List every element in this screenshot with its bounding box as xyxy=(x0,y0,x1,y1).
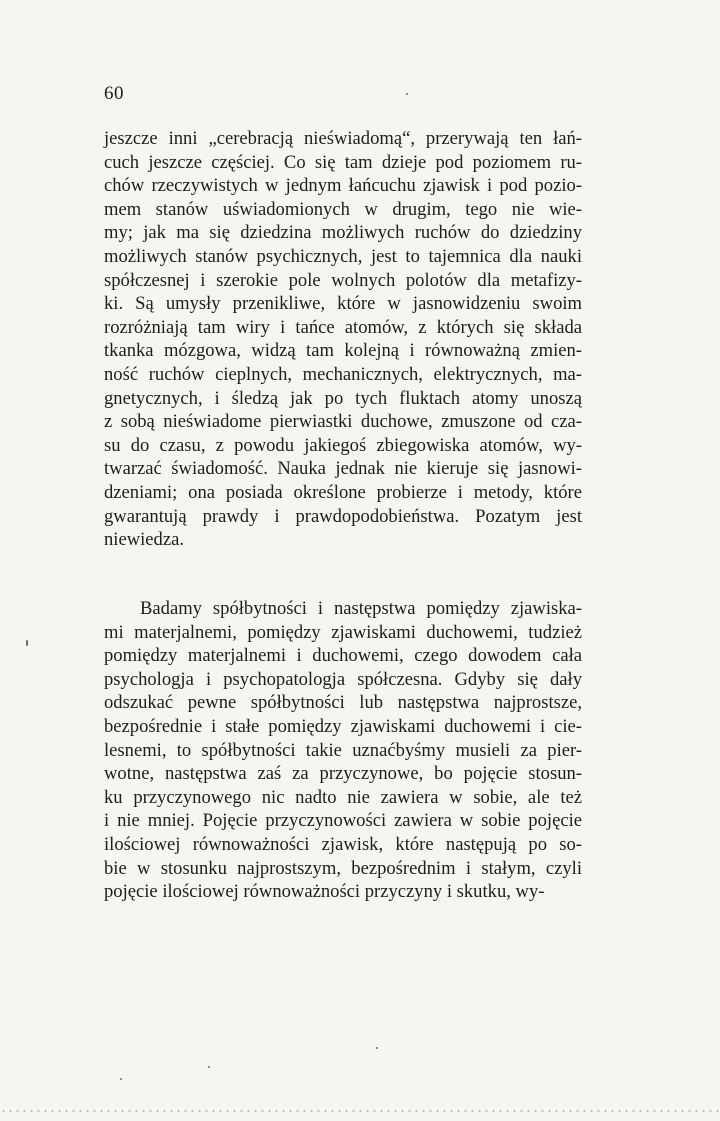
text-line: spółczesnej i szerokie pole wolnych polotów dla metafizy- xyxy=(104,269,582,291)
text-line: z sobą nieświadome pierwiastki duchowe, zmuszone od cza- xyxy=(104,411,582,433)
text-line: ku przyczynowego nic nadto nie zawiera w sobie, ale też xyxy=(104,786,582,808)
scan-speck xyxy=(26,640,28,646)
text-line: twarzać świadomość. Nauka jednak nie kieruje się jasnowi- xyxy=(104,458,582,480)
scan-speck xyxy=(376,1047,378,1049)
text-line: dzeniami; ona posiada określone probierze i metody, które xyxy=(104,481,582,503)
text-line: ki. Są umysły przenikliwe, które w jasnowidzeniu swoim xyxy=(104,293,582,315)
scan-speck xyxy=(208,1066,210,1068)
text-line: mi materjalnemi, pomiędzy zjawiskami duchowemi, tudzież xyxy=(104,621,582,643)
text-line: chów rzeczywistych w jednym łańcuchu zjawisk i pod pozio- xyxy=(104,175,582,197)
text-line: my; jak ma się dziedzina możliwych ruchów do dziedziny xyxy=(104,222,582,244)
text-line: bie w stosunku najprostszym, bezpośrednim i stałym, czyli xyxy=(104,857,582,879)
paragraph-1 xyxy=(104,127,582,552)
text-line: pomiędzy materjalnemi i duchowemi, czego dowodem cała xyxy=(104,645,582,667)
text-line: lesnemi, to spółbytności takie uznaćbyśmy musieli za pier- xyxy=(104,739,582,761)
text-line: wotne, następstwa zaś za przyczynowe, bo pojęcie stosun- xyxy=(104,763,582,785)
text-line: tkanka mózgowa, widzą tam kolejną i równoważną zmien- xyxy=(104,340,582,362)
text-line: jeszcze inni „cerebracją nieświadomą“, przerywają ten łań- xyxy=(104,128,582,149)
text-line: ność ruchów cieplnych, mechanicznych, elektrycznych, ma- xyxy=(104,363,582,385)
text-line: ilościowej równoważności zjawisk, które następują po so- xyxy=(104,833,582,855)
scan-speck xyxy=(120,1078,122,1080)
text-line: su do czasu, z powodu jakiegoś zbiegowiska atomów, wy- xyxy=(104,434,582,456)
scan-edge xyxy=(0,1110,720,1112)
text-line: Badamy spółbytności i następstwa pomiędzy zjawiska- xyxy=(140,598,582,619)
scan-speck xyxy=(406,93,408,95)
text-line: gwarantują prawdy i prawdopodobieństwa. Pozatym jest xyxy=(104,505,582,527)
text-line: możliwych stanów psychicznych, jest to tajemnica dla nauki xyxy=(104,245,582,267)
paragraph-2 xyxy=(104,597,582,904)
page-number: 60 xyxy=(104,83,124,104)
text-line: rozróżniają tam wiry i tańce atomów, z których się składa xyxy=(104,316,582,338)
text-line: i nie mniej. Pojęcie przyczynowości zawiera w sobie pojęcie xyxy=(104,810,582,832)
text-line: gnetycznych, i śledzą jak po tych fluktach atomy unoszą xyxy=(104,387,582,409)
text-line: mem stanów uświadomionych w drugim, tego nie wie- xyxy=(104,198,582,220)
text-line: psychologja i psychopatologja spółczesna. Gdyby się dały xyxy=(104,668,582,690)
text-line: pojęcie ilościowej równoważności przyczyny i skutku, wy- xyxy=(104,881,545,903)
text-line: cuch jeszcze częściej. Co się tam dzieje pod poziomem ru- xyxy=(104,151,582,173)
text-line: niewiedza. xyxy=(104,529,185,551)
text-line: odszukać pewne spółbytności lub następstwa najprostsze, xyxy=(104,692,582,714)
text-line: bezpośrednie i stałe pomiędzy zjawiskami duchowemi i cie- xyxy=(104,715,582,737)
